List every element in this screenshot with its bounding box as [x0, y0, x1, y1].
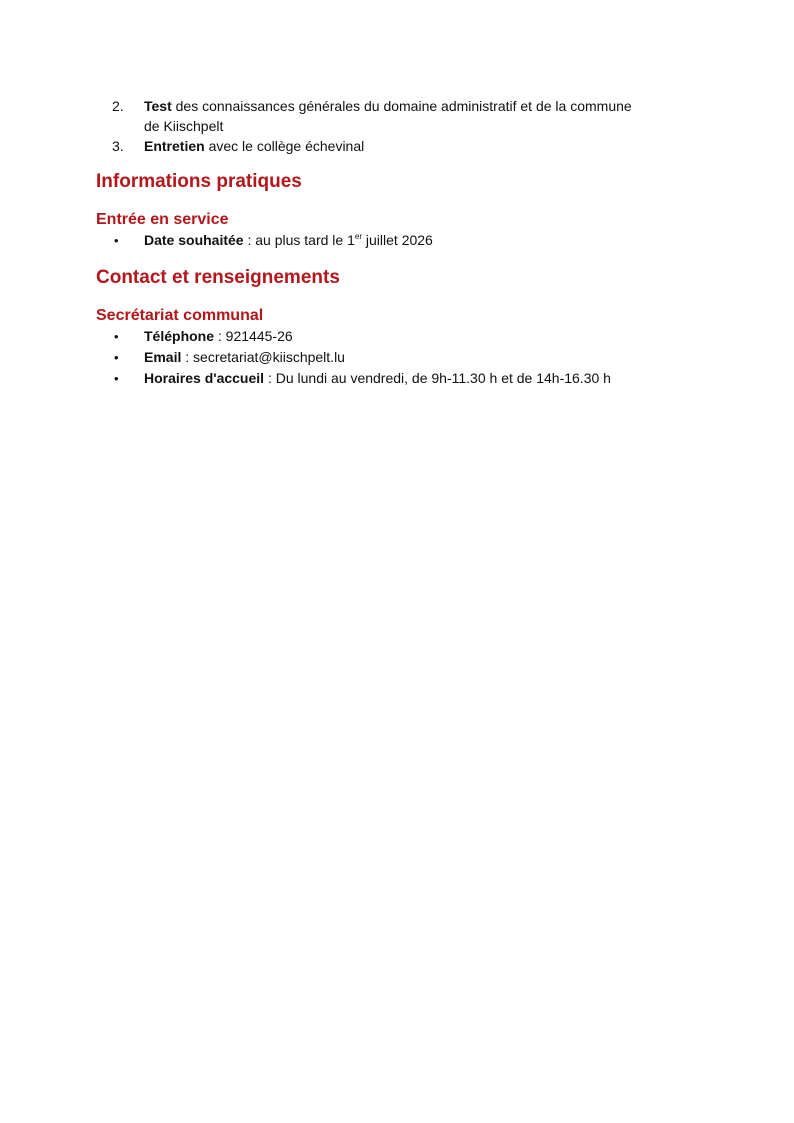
item-bold-label: Horaires d'accueil — [144, 370, 265, 386]
item-bold-label: Téléphone — [144, 328, 215, 344]
email-text: : secretariat@kiischpelt.lu — [181, 349, 345, 365]
item-bold-label: Test — [144, 98, 172, 114]
subheading-secretariat: Secrétariat communal — [96, 307, 264, 324]
bullet-item-horaires — [96, 368, 696, 389]
bullet-icon: • — [114, 233, 119, 248]
subheading-entree-en-service: Entrée en service — [96, 211, 229, 228]
list-number: 2. — [112, 98, 124, 114]
section-heading-contact: Contact et renseignements — [96, 267, 340, 288]
item-bold-label: Entretien — [144, 138, 205, 154]
item-text: des connaissances générales du domaine administratif et de la commune — [171, 98, 632, 114]
bullet-item-telephone — [96, 326, 696, 347]
bullet-icon: • — [114, 350, 119, 365]
item-text: : au plus tard le 1 — [243, 232, 355, 248]
item-text: : 921445-26 — [214, 328, 293, 344]
item-text-continuation: de Kiischpelt — [144, 118, 224, 134]
numbered-list-item — [96, 96, 696, 136]
item-text: juillet 2026 — [362, 232, 433, 248]
bullet-icon: • — [114, 329, 119, 344]
superscript: er — [354, 232, 363, 241]
list-number: 3. — [112, 138, 124, 154]
numbered-list-item — [96, 136, 696, 156]
item-text: : Du lundi au vendredi, de 9h-11.30 h et de 14h-16.30 h — [264, 370, 611, 386]
section-heading-informations: Informations pratiques — [96, 171, 302, 192]
page-content — [96, 96, 696, 389]
item-text: avec le collège échevinal — [204, 138, 365, 154]
item-bold-label: Date souhaitée — [144, 232, 244, 248]
bullet-icon: • — [114, 371, 119, 386]
bullet-item-email — [96, 347, 696, 368]
item-bold-label: Email — [144, 349, 182, 365]
bullet-item-date — [96, 230, 696, 251]
